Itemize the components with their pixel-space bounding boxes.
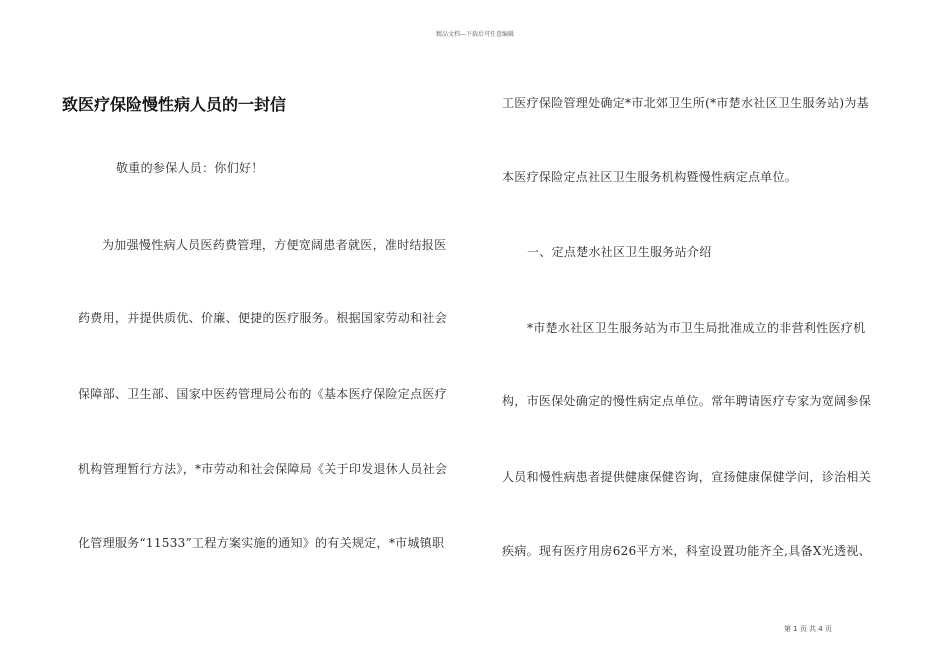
body-line: 保障部、卫生部、国家中医药管理局公布的《基本医疗保险定点医疗: [78, 387, 448, 401]
body-line: 机构管理暂行方法》，*市劳动和社会保障局《关于印发退休人员社会: [78, 462, 448, 476]
body-line: 人员和慢性病患者提供健康保健咨询，宣扬健康保健学问，诊治相关: [502, 470, 872, 484]
body-line: 为加强慢性病人员医药费管理，方便宽阔患者就医，准时结报医: [102, 238, 447, 252]
page-number-footer: 第 1 页 共 4 页: [783, 625, 832, 633]
header-note: 精品文档---下载后可任意编辑: [435, 31, 515, 38]
body-line: 工医疗保险管理处确定*市北郊卫生所(*市楚水社区卫生服务站)为基: [502, 96, 869, 110]
body-line: 化管理服务“11533”工程方案实施的通知》的有关规定，*市城镇职: [78, 536, 445, 550]
section-heading: 一、定点楚水社区卫生服务站介绍: [527, 245, 712, 259]
body-line: 疾病。现有医疗用房626平方米，科室设置功能齐全,具备X光透视、: [502, 544, 871, 558]
body-line: 构，市医保处确定的慢性病定点单位。常年聘请医疗专家为宽阔参保: [502, 394, 872, 408]
body-line: 药费用，并提供质优、价廉、便捷的医疗服务。根据国家劳动和社会: [78, 311, 448, 325]
greeting-line: 敬重的参保人员：你们好！: [116, 161, 264, 175]
body-line: *市楚水社区卫生服务站为市卫生局批准成立的非营利性医疗机: [527, 321, 866, 335]
body-line: 本医疗保险定点社区卫生服务机构暨慢性病定点单位。: [502, 170, 798, 184]
document-title: 致医疗保险慢性病人员的一封信: [62, 95, 287, 114]
